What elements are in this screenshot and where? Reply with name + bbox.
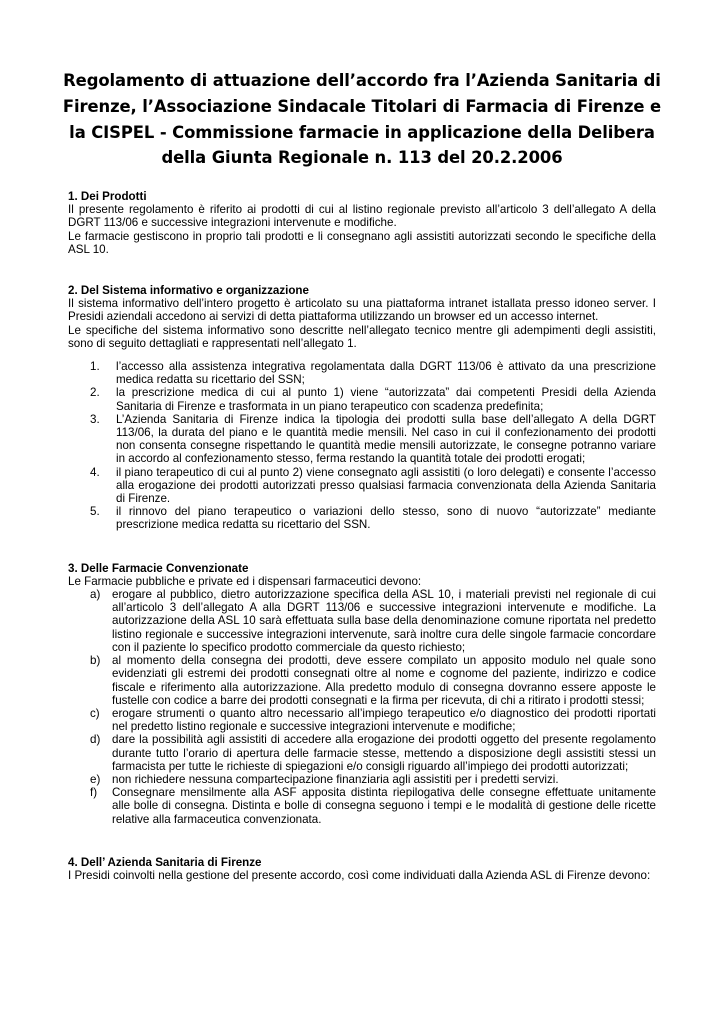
list-item-text: erogare strumenti o quanto altro necessario all’impiego terapeutico e/o diagnostico dei prodotti riportati nel predetto listino regionale e successive integrazioni intervenute e modifiche; [112,706,656,734]
section-heading: 1. Dei Prodotti [68,190,147,203]
list-marker: f) [90,786,98,800]
list-marker: 3. [90,412,100,426]
paragraph: Le specifiche del sistema informativo sono descritte nell’allegato tecnico mentre gli adempimenti degli assistiti, sono di seguito dettagliati e rappresentati nell’allegato 1. [68,323,656,350]
list-marker: d) [90,733,101,747]
list-item [68,786,656,826]
lettered-list [68,588,656,826]
list-marker: 2. [90,386,100,400]
list-item-text: Consegnare mensilmente alla ASF apposita distinta riepilogativa delle consegne effettuate unitamente alle bolle di consegna. Distinta e bolle di consegna seguono i tempi e le modalità di gestione delle ricette relative alla farmaceutica convenzionata. [112,786,656,826]
list-item-text: l’accesso alla assistenza integrativa regolamentata dalla DGRT 113/06 è attivato da una prescrizione medica redatta su ricettario del SSN; [116,360,656,387]
paragraph: Le farmacie gestiscono in proprio tali prodotti e li consegnano agli assistiti autorizzati secondo le specifiche della ASL 10. [68,229,656,256]
list-item [68,588,656,654]
list-marker: b) [90,654,101,668]
list-item-text: il piano terapeutico di cui al punto 2) viene consegnato agli assistiti (o loro delegati) e consente l’accesso alla erogazione dei prodotti autorizzati presso qualsiasi farmacia convenzionata della Azienda Sanitaria di Firenze. [116,465,656,506]
document-title: Regolamento di attuazione dell’accordo fra l’Azienda Sanitaria di Firenze, l’Associazione Sindacale Titolari di Farmacia di Firenze e la CISPEL - Commissione farmacie in applicazione della Delibera della Giunta Regionale n. 113 del 20.2.2006 [62,71,662,168]
section-farmacie-convenzionate [68,562,656,826]
list-item-text: erogare al pubblico, dietro autorizzazione specifica della ASL 10, i materiali previsti nel regionale di cui all’articolo 3 dell’allegato A alla DGRT 113/06 e successive integrazioni intervenute e modifiche. La autorizzazione della ASL 10 sarà effettuata sulla base della denominazione comune riportata nel predetto listino regionale e successive integrazioni intervenute, sarà inoltre cura delle singole farmacie concordare con il paziente lo specifico prodotto commerciale da questo richiesto; [112,588,656,654]
list-item [68,733,656,773]
list-marker: 4. [90,465,100,479]
list-marker: a) [90,588,101,602]
list-item [68,466,656,506]
list-item-text: L’Azienda Sanitaria di Firenze indica la tipologia dei prodotti sulla base dell’allegato A della DGRT 113/06, la durata del piano e le quantità medie mensili. Nel caso in cui il confezionamento dei prodotti non consenta consegne rispettando le quantità medie mensili autorizzate, le consegne potranno variare in accordo al confezionamento stesso, ferma restando la quantità totale dei prodotti erogati; [116,412,656,466]
list-item [68,773,656,786]
list-marker: 1. [90,360,100,374]
section-heading: 4. Dell’ Azienda Sanitaria di Firenze [68,855,262,869]
section-heading: 3. Delle Farmacie Convenzionate [68,561,249,575]
list-item-text: dare la possibilità agli assistiti di accedere alla erogazione dei prodotti oggetto del presente regolamento durante tutto l’orario di apertura delle farmacie stesse, mettendo a disposizione degli assistiti stessi un farmacista per tutte le richieste di spiegazioni e/o consigli riguardo all’impiego dei prodotti autorizzati; [112,733,656,773]
list-marker: e) [90,772,101,786]
list-item [68,413,656,466]
list-item-text: il rinnovo del piano terapeutico o variazioni dello stesso, sono di nuovo “autorizzate” mediante prescrizione medica redatta su ricettario del SSN. [116,505,656,532]
section-dei-prodotti [68,190,656,256]
list-item [68,505,656,531]
numbered-list [68,360,656,532]
section-azienda-sanitaria [68,856,656,882]
paragraph: Le Farmacie pubbliche e private ed i dispensari farmaceutici devono: [68,574,422,588]
list-marker: 5. [90,505,100,519]
list-item [68,654,656,707]
list-item [68,360,656,386]
list-item-text: non richiedere nessuna compartecipazione finanziaria agli assistiti per i predetti servizi. [112,772,559,786]
document-body [68,190,656,902]
list-item [68,386,656,412]
list-item [68,707,656,733]
list-item-text: al momento della consegna dei prodotti, deve essere compilato un apposito modulo nel quale sono evidenziati gli estremi dei prodotti consegnati oltre al nome e cognome del paziente, indirizzo e codice fiscale e riferimento alla autorizzazione. Alla predetto modulo di consegna dovranno essere apposte le fustelle con codice a barre dei prodotti consegnati e la firma per ricevuta, di chi a ritirato i prodotti stessi; [112,654,656,707]
section-heading: 2. Del Sistema informativo e organizzazione [68,284,309,298]
section-sistema-informativo [68,284,656,532]
list-item-text: la prescrizione medica di cui al punto 1) viene “autorizzata” dai competenti Presidi della Azienda Sanitaria di Firenze e trasformata in un piano terapeutico con scadenza predefinita; [116,386,656,413]
paragraph: I Presidi coinvolti nella gestione del presente accordo, così come individuati dalla Azienda ASL di Firenze devono: [68,868,651,882]
paragraph: Il sistema informativo dell’intero progetto è articolato su una piattaforma intranet istallata presso idoneo server. I Presidi aziendali accedono ai servizi di detta piattaforma utilizzando un browser ed un accesso internet. [68,297,656,324]
paragraph: Il presente regolamento è riferito ai prodotti di cui al listino regionale previsto all’articolo 3 dell’allegato A della DGRT 113/06 e successive integrazioni intervenute e modifiche. [68,203,656,230]
list-marker: c) [90,706,100,720]
